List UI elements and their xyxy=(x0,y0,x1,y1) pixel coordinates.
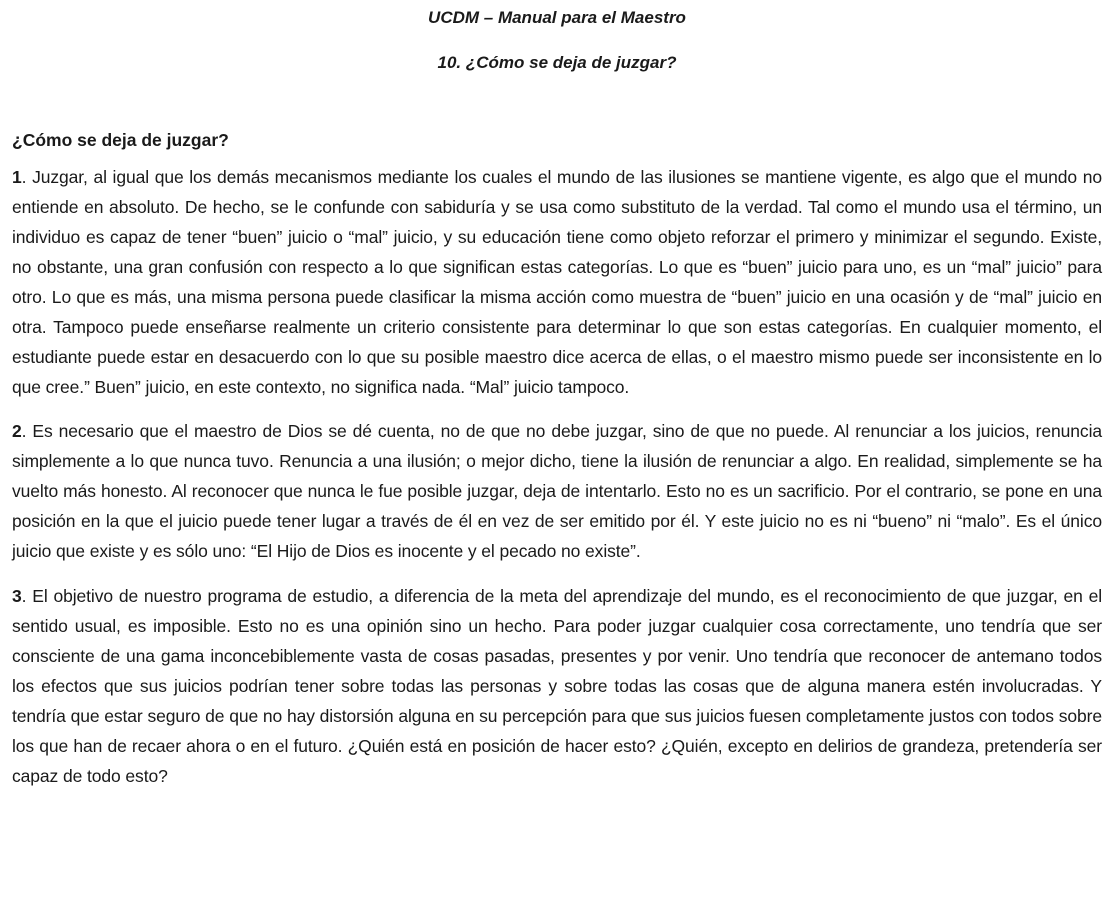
paragraph-2 xyxy=(12,416,1102,566)
paragraph-number: 1 xyxy=(12,167,22,187)
paragraph-text: . Juzgar, al igual que los demás mecanismos mediante los cuales el mundo de las ilusiones se mantiene vigente, es algo que el mundo no entiende en absoluto. De hecho, se le confunde con sabiduría y se usa como substituto de la verdad. Tal como el mundo usa el término, un individuo es capaz de tener “buen” juicio o “mal” juicio, y su educación tiene como objeto reforzar el primero y minimizar el segundo. Existe, no obstante, una gran confusión con respecto a lo que significan estas categorías. Lo que es “buen” juicio para uno, es un “mal” juicio” para otro. Lo que es más, una misma persona puede clasificar la misma acción como muestra de “buen” juicio en una ocasión y de “mal” juicio en otra. Tampoco puede enseñarse realmente un criterio consistente para determinar lo que son estas categorías. En cualquier momento, el estudiante puede estar en desacuerdo con lo que su posible maestro dice acerca de ellas, o el maestro mismo puede ser inconsistente en lo que cree.” Buen” juicio, en este contexto, no significa nada. “Mal” juicio tampoco. xyxy=(12,167,1102,397)
paragraph-1 xyxy=(12,162,1102,402)
chapter-title: 10. ¿Cómo se deja de juzgar? xyxy=(437,53,677,72)
paragraph-text: . El objetivo de nuestro programa de estudio, a diferencia de la meta del aprendizaje del mundo, es el reconocimiento de que juzgar, en el sentido usual, es imposible. Esto no es una opinión sino un hecho. Para poder juzgar cualquier cosa correctamente, uno tendría que ser consciente de una gama inconcebiblemente vasta de cosas pasadas, presentes y por venir. Uno tendría que reconocer de antemano todos los efectos que sus juicios podrían tener sobre todas las personas y sobre todas las cosas que de alguna manera estén involucradas. Y tendría que estar seguro de que no hay distorsión alguna en su percepción para que sus juicios fuesen completamente justos con todos sobre los que han de recaer ahora o en el futuro. ¿Quién está en posición de hacer esto? ¿Quién, excepto en delirios de grandeza, pretendería ser capaz de todo esto? xyxy=(12,586,1102,786)
paragraph-number: 2 xyxy=(12,421,22,441)
paragraph-3 xyxy=(12,581,1102,791)
document-title: UCDM – Manual para el Maestro xyxy=(428,8,686,27)
section-heading: ¿Cómo se deja de juzgar? xyxy=(12,130,229,150)
paragraph-text: . Es necesario que el maestro de Dios se dé cuenta, no de que no debe juzgar, sino de que no puede. Al renunciar a los juicios, renuncia simplemente a lo que nunca tuvo. Renuncia a una ilusión; o mejor dicho, tiene la ilusión de renunciar a algo. En realidad, simplemente se ha vuelto más honesto. Al reconocer que nunca le fue posible juzgar, deja de intentarlo. Esto no es un sacrificio. Por el contrario, se pone en una posición en la que el juicio puede tener lugar a través de él en vez de ser emitido por él. Y este juicio no es ni “bueno” ni “malo”. Es el único juicio que existe y es sólo uno: “El Hijo de Dios es inocente y el pecado no existe”. xyxy=(12,421,1102,561)
paragraph-number: 3 xyxy=(12,586,22,606)
